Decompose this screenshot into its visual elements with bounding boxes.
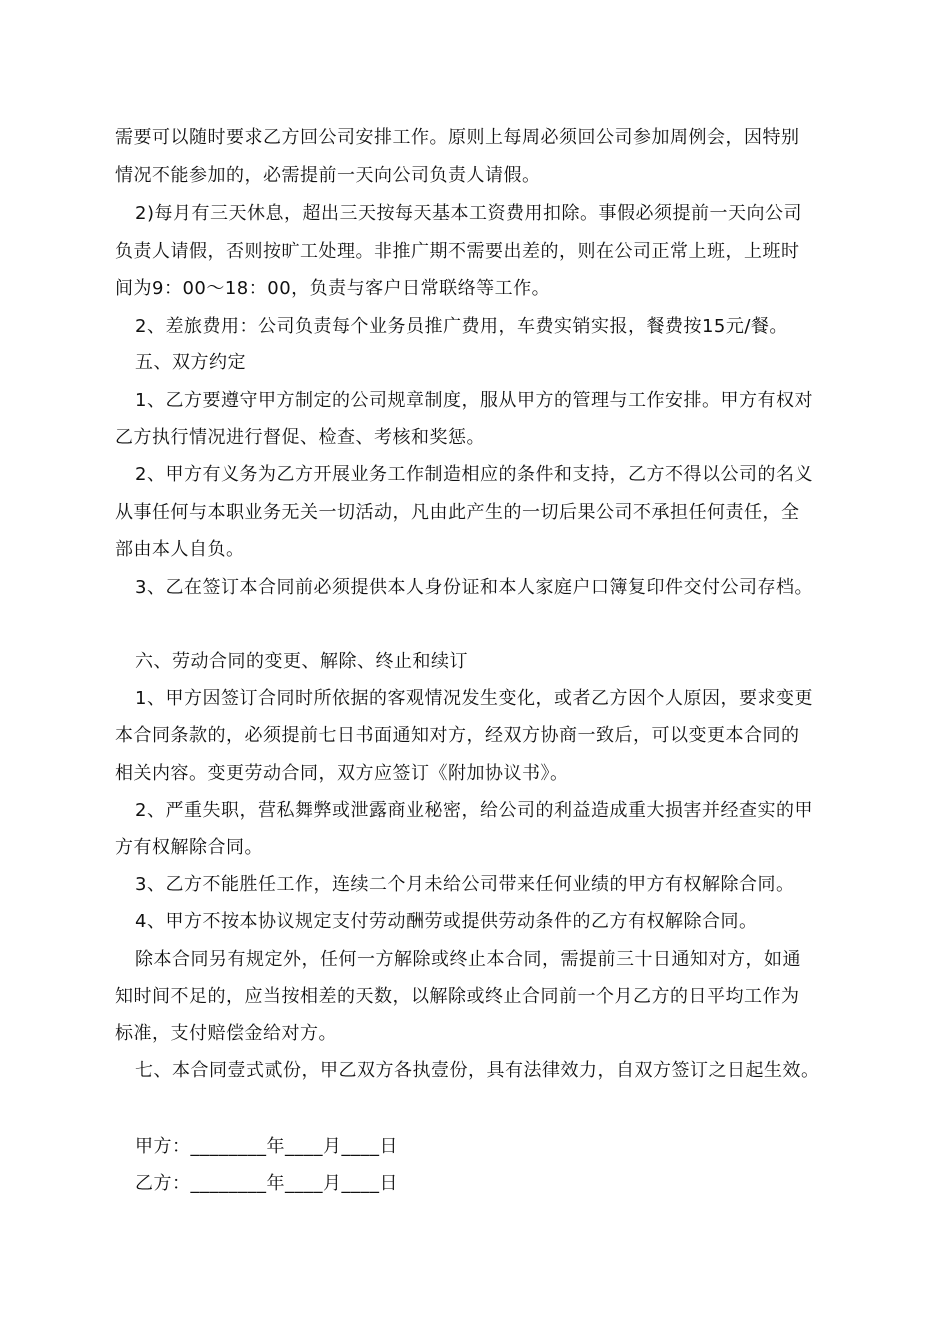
text-line: 七、本合同壹式贰份，甲乙双方各执壹份，具有法律效力，自双方签订之日起生效。 [135,1060,820,1081]
text-line: 2、严重失职，营私舞弊或泄露商业秘密，给公司的利益造成重大损害并经查实的甲 [135,800,813,821]
text-line: 从事任何与本职业务无关一切活动，凡由此产生的一切后果公司不承担任何责任，全 [115,502,800,523]
text-line: 间为9：00～18：00，负责与客户日常联络等工作。 [115,278,551,299]
text-line: 需要可以随时要求乙方回公司安排工作。原则上每周必须回公司参加周例会，因特别 [115,127,800,148]
section-heading: 六、劳动合同的变更、解除、终止和续订 [135,651,468,672]
text-line: 负责人请假，否则按旷工处理。非推广期不需要出差的，则在公司正常上班，上班时 [115,241,800,262]
text-line: 3、乙方不能胜任工作，连续二个月未给公司带来任何业绩的甲方有权解除合同。 [135,874,795,895]
signature-line-party-b: 乙方：________年____月____日 [135,1173,398,1194]
signature-line-party-a: 甲方：________年____月____日 [135,1136,398,1157]
text-line: 乙方执行情况进行督促、检查、考核和奖惩。 [115,427,485,448]
section-heading: 五、双方约定 [135,352,246,373]
text-line: 本合同条款的，必须提前七日书面通知对方，经双方协商一致后，可以变更本合同的 [115,725,800,746]
text-line: 1、甲方因签订合同时所依据的客观情况发生变化，或者乙方因个人原因，要求变更 [135,688,813,709]
text-line: 3、乙在签订本合同前必须提供本人身份证和本人家庭户口簿复印件交付公司存档。 [135,577,813,598]
text-line: 知时间不足的，应当按相差的天数，以解除或终止合同前一个月乙方的日平均工作为 [115,986,800,1007]
text-line: 2、差旅费用：公司负责每个业务员推广费用，车费实销实报，餐费按15元/餐。 [135,316,788,337]
text-line: 部由本人自负。 [115,539,245,560]
text-line: 2)每月有三天休息，超出三天按每天基本工资费用扣除。事假必须提前一天向公司 [135,203,802,224]
text-line: 标准，支付赔偿金给对方。 [115,1023,337,1044]
text-line: 情况不能参加的，必需提前一天向公司负责人请假。 [115,165,541,186]
text-line: 1、乙方要遵守甲方制定的公司规章制度，服从甲方的管理与工作安排。甲方有权对 [135,390,813,411]
text-line: 4、甲方不按本协议规定支付劳动酬劳或提供劳动条件的乙方有权解除合同。 [135,911,758,932]
text-line: 方有权解除合同。 [115,837,263,858]
text-line: 2、甲方有义务为乙方开展业务工作制造相应的条件和支持，乙方不得以公司的名义 [135,464,813,485]
text-line: 除本合同另有规定外，任何一方解除或终止本合同，需提前三十日通知对方，如通 [135,949,801,970]
text-line: 相关内容。变更劳动合同，双方应签订《附加协议书》。 [115,763,569,784]
